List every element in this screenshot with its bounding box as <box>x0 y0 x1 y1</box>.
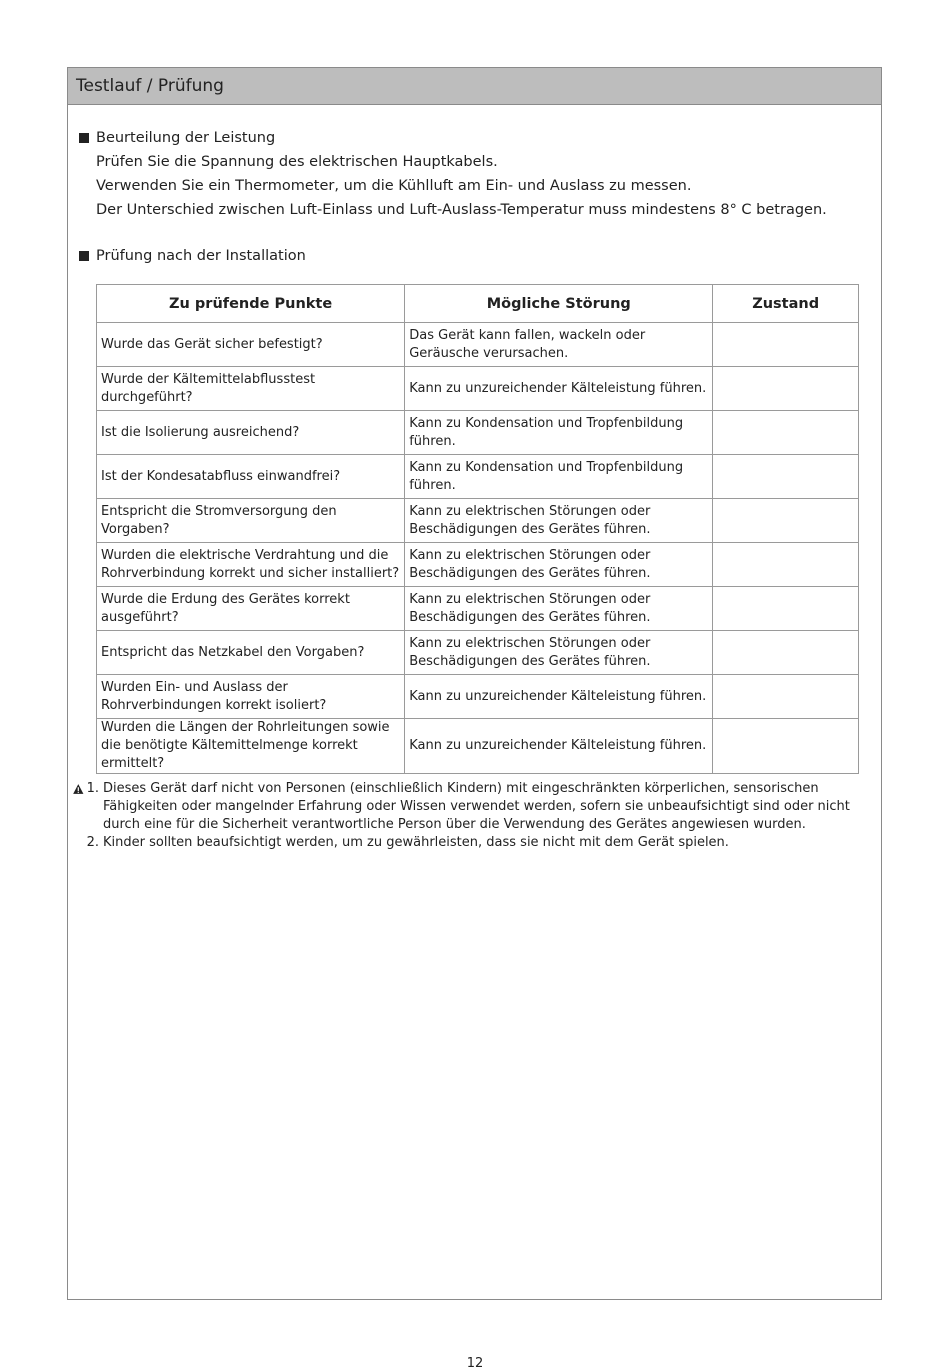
square-bullet-icon <box>79 133 89 143</box>
table-row <box>97 367 859 411</box>
table-header-row <box>97 285 859 323</box>
check-point: Ist die Isolierung ausreichend? <box>97 411 405 455</box>
table-row <box>97 631 859 675</box>
check-point: Wurden die elektrische Verdrahtung und die Rohrverbindung korrekt und sicher installiert? <box>97 543 405 587</box>
check-point: Entspricht die Stromversorgung den Vorgaben? <box>97 499 405 543</box>
performance-line: Verwenden Sie ein Thermometer, um die Kühlluft am Ein- und Auslass zu messen. <box>96 178 692 194</box>
note-marker <box>73 834 103 852</box>
possible-fault: Kann zu unzureichender Kälteleistung führen. <box>405 719 713 774</box>
state-cell <box>713 499 859 543</box>
possible-fault: Kann zu elektrischen Störungen oder Beschädigungen des Gerätes führen. <box>405 543 713 587</box>
page-number: 12 <box>466 1356 484 1371</box>
table-row <box>97 543 859 587</box>
safety-notes <box>73 780 873 852</box>
state-cell <box>713 367 859 411</box>
state-cell <box>713 675 859 719</box>
column-header-state: Zustand <box>713 285 859 323</box>
note-number: 2. <box>86 835 99 850</box>
check-point: Wurden Ein- und Auslass der Rohrverbindungen korrekt isoliert? <box>97 675 405 719</box>
table-row <box>97 411 859 455</box>
possible-fault: Kann zu elektrischen Störungen oder Beschädigungen des Gerätes führen. <box>405 499 713 543</box>
column-header-fault: Mögliche Störung <box>405 285 713 323</box>
state-cell <box>713 719 859 774</box>
table-row <box>97 499 859 543</box>
check-point: Wurden die Längen der Rohrleitungen sowie die benötigte Kältemittelmenge korrekt ermittelt? <box>97 719 405 774</box>
table-row <box>97 719 859 774</box>
content-frame <box>67 67 882 1300</box>
check-point: Wurde das Gerät sicher befestigt? <box>97 323 405 367</box>
check-point: Wurde der Kältemittelabflusstest durchgeführt? <box>97 367 405 411</box>
note-item <box>73 780 873 834</box>
possible-fault: Kann zu unzureichender Kälteleistung führen. <box>405 367 713 411</box>
check-point: Ist der Kondesatabfluss einwandfrei? <box>97 455 405 499</box>
section-header: Testlauf / Prüfung <box>68 68 881 105</box>
table-row <box>97 323 859 367</box>
installation-heading-line <box>79 244 306 268</box>
performance-heading-line <box>79 126 827 150</box>
possible-fault: Kann zu Kondensation und Tropfenbildung führen. <box>405 455 713 499</box>
possible-fault: Kann zu elektrischen Störungen oder Beschädigungen des Gerätes führen. <box>405 631 713 675</box>
note-item <box>73 834 873 852</box>
state-cell <box>713 323 859 367</box>
performance-section <box>79 126 827 222</box>
state-cell <box>713 587 859 631</box>
table-row <box>97 455 859 499</box>
note-marker <box>73 780 103 834</box>
table-row <box>97 587 859 631</box>
check-point: Wurde die Erdung des Gerätes korrekt ausgeführt? <box>97 587 405 631</box>
possible-fault: Kann zu Kondensation und Tropfenbildung führen. <box>405 411 713 455</box>
installation-section <box>79 244 306 268</box>
state-cell <box>713 455 859 499</box>
note-number: 1. <box>86 781 99 796</box>
possible-fault: Kann zu unzureichender Kälteleistung führen. <box>405 675 713 719</box>
check-point: Entspricht das Netzkabel den Vorgaben? <box>97 631 405 675</box>
possible-fault: Kann zu elektrischen Störungen oder Beschädigungen des Gerätes führen. <box>405 587 713 631</box>
note-text: Kinder sollten beaufsichtigt werden, um zu gewährleisten, dass sie nicht mit dem Gerät spielen. <box>103 835 729 850</box>
state-cell <box>713 631 859 675</box>
possible-fault: Das Gerät kann fallen, wackeln oder Geräusche verursachen. <box>405 323 713 367</box>
performance-line: Der Unterschied zwischen Luft-Einlass und Luft-Auslass-Temperatur muss mindestens 8° C betragen. <box>96 202 827 218</box>
state-cell <box>713 411 859 455</box>
note-text: Dieses Gerät darf nicht von Personen (einschließlich Kindern) mit eingeschränkten körperlichen, sensorischen Fähigkeiten oder mangelnder Erfahrung oder Wissen verwendet werden, sofern sie unbeaufsichtigt sind oder nicht durch eine für die Sicherheit verantwortliche Person über die Verwendung des Gerätes angewiesen wurden. <box>103 781 850 832</box>
warning-triangle-icon <box>73 783 84 795</box>
checklist-table <box>96 284 859 774</box>
square-bullet-icon <box>79 251 89 261</box>
performance-heading: Beurteilung der Leistung <box>96 130 276 146</box>
performance-line: Prüfen Sie die Spannung des elektrischen Hauptkabels. <box>96 154 498 170</box>
table-row <box>97 675 859 719</box>
installation-heading: Prüfung nach der Installation <box>96 248 306 264</box>
state-cell <box>713 543 859 587</box>
column-header-points: Zu prüfende Punkte <box>97 285 405 323</box>
